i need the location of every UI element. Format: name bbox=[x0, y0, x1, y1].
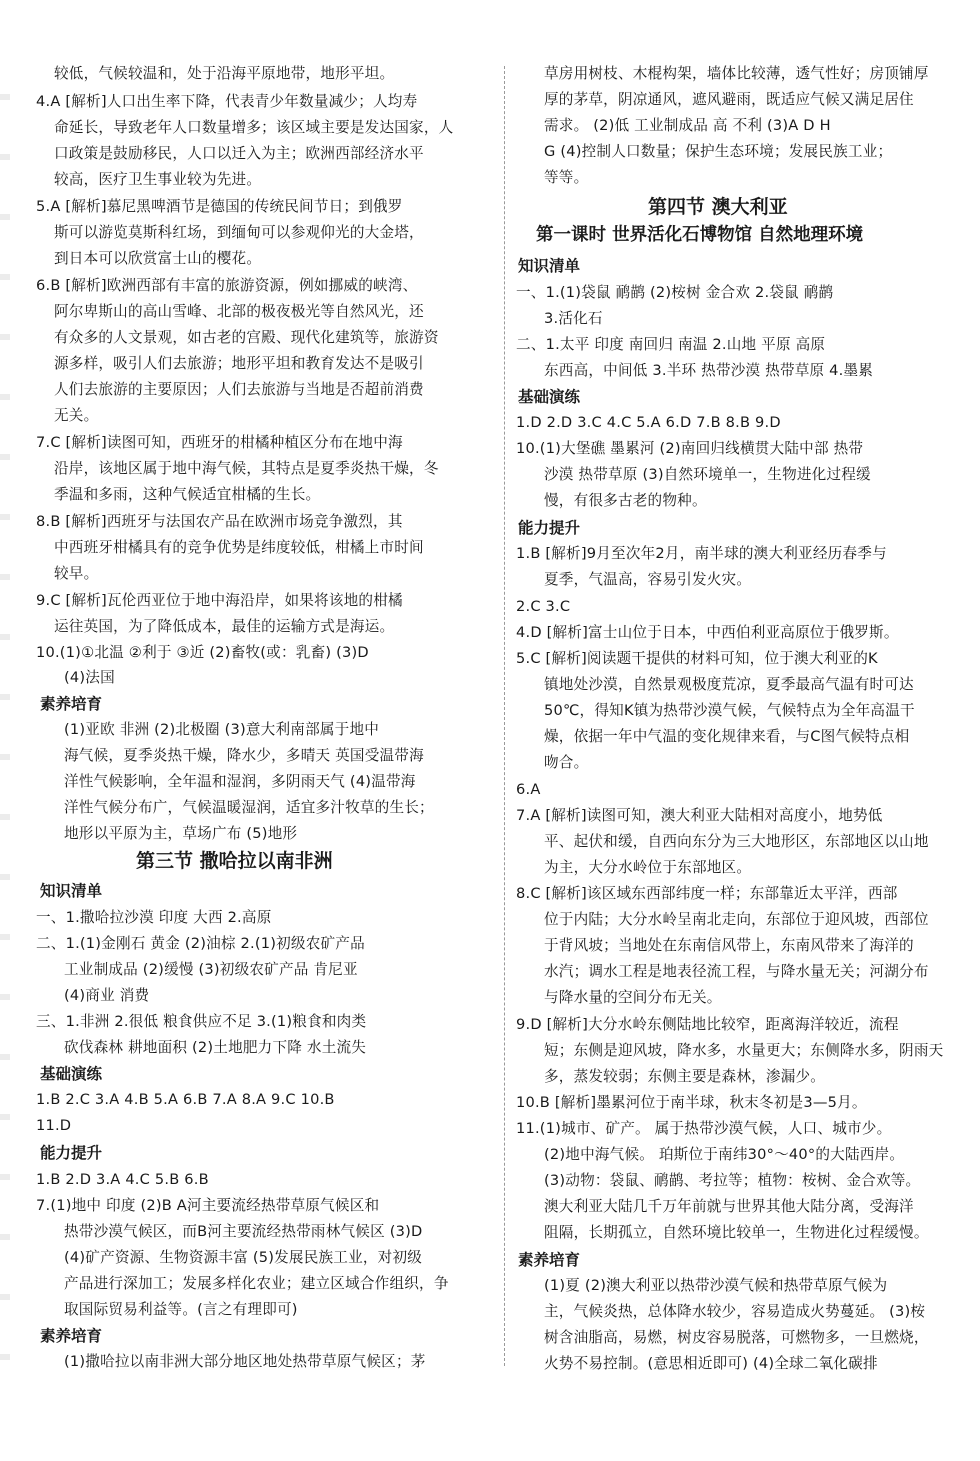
text-line: 源多样，吸引人们去旅游；地形平坦和教育发达不是吸引 bbox=[54, 355, 424, 372]
section-heading: 能力提升 bbox=[518, 519, 581, 537]
text-line: 厚的茅草，阴凉通风，遮风避雨，既适应气候又满足居住 bbox=[544, 91, 914, 108]
section-heading: 基础演练 bbox=[40, 1065, 103, 1083]
text-line: 洋性气候分布广，气候温暖湿润，适宜多汁牧草的生长； bbox=[64, 799, 434, 816]
answer-line: 6.A bbox=[516, 781, 541, 798]
text-line: 二、1.(1)金刚石 黄金 (2)油棕 2.(1)初级农矿产品 bbox=[36, 935, 365, 952]
text-line: 较早。 bbox=[54, 565, 99, 582]
text-line: 水汽；调水工程是地表径流工程，与降水量无关；河湖分布 bbox=[544, 963, 929, 980]
scan-edge-artifact bbox=[0, 66, 10, 1396]
text-line: (4)矿产资源、生物资源丰富 (5)发展民族工业，对初级 bbox=[64, 1249, 423, 1266]
text-line: 海气候，夏季炎热干燥，降水少，多晴天 英国受温带海 bbox=[64, 747, 424, 764]
section-heading: 基础演练 bbox=[518, 388, 581, 406]
text-line: 位于内陆；大分水岭呈南北走向，东部位于迎风坡，西部位 bbox=[544, 911, 929, 928]
text-line: 二、1.太平 印度 南回归 南温 2.山地 平原 高原 bbox=[516, 336, 826, 353]
answer-line: 6.B [解析]欧洲西部有丰富的旅游资源，例如挪威的峡湾、 bbox=[36, 277, 418, 294]
text-line: 斯可以游览莫斯科红场，到缅甸可以参观仰光的大金塔， bbox=[54, 224, 424, 241]
text-line: (4)商业 消费 bbox=[64, 987, 150, 1004]
text-line: 到日本可以欣赏富士山的樱花。 bbox=[54, 250, 262, 267]
text-line: (1)撒哈拉以南非洲大部分地区地处热带草原气候区；茅 bbox=[64, 1353, 426, 1370]
answer-line: 11.D bbox=[36, 1117, 72, 1134]
section-heading: 能力提升 bbox=[40, 1144, 103, 1162]
text-line: 吻合。 bbox=[544, 754, 589, 771]
text-line: 砍伐森林 耕地面积 (2)土地肥力下降 水土流失 bbox=[64, 1039, 367, 1056]
text-line: 命延长，导致老年人口数量增多；该区域主要是发达国家，人 bbox=[54, 119, 454, 136]
text-line: 3.活化石 bbox=[544, 310, 603, 327]
answer-line: 10.(1)①北温 ②利于 ③近 (2)畜牧(或：乳畜) (3)D bbox=[36, 644, 369, 661]
answer-line: 5.A [解析]慕尼黑啤酒节是德国的传统民间节日；到俄罗 bbox=[36, 198, 403, 215]
answer-line: 2.C 3.C bbox=[516, 598, 571, 615]
answer-line: 9.D [解析]大分水岭东侧陆地比较窄，距离海洋较近，流程 bbox=[516, 1016, 899, 1033]
text-line: 工业制成品 (2)缓慢 (3)初级农矿产品 肯尼亚 bbox=[64, 961, 358, 978]
answer-line: 4.D [解析]富士山位于日本，中西伯利亚高原位于俄罗斯。 bbox=[516, 624, 899, 641]
answer-line: 7.A [解析]读图可知，澳大利亚大陆相对高度小，地势低 bbox=[516, 807, 883, 824]
text-line: 一、1.(1)袋鼠 鸸鹋 (2)桉树 金合欢 2.袋鼠 鸸鹋 bbox=[516, 284, 834, 301]
answer-line: 1.D 2.D 3.C 4.C 5.A 6.D 7.B 8.B 9.D bbox=[516, 414, 781, 431]
text-line: 洋性气候影响，全年温和湿润，多阴雨天气 (4)温带海 bbox=[64, 773, 416, 790]
lesson-title: 第一课时 世界活化石博物馆 自然地理环境 bbox=[536, 225, 864, 245]
answer-line: 1.B 2.C 3.A 4.B 5.A 6.B 7.A 8.A 9.C 10.B bbox=[36, 1091, 335, 1108]
section-heading: 素养培育 bbox=[518, 1251, 581, 1269]
text-line: 运往英国，为了降低成本，最佳的运输方式是海运。 bbox=[54, 618, 395, 635]
text-line: 取国际贸易利益等。(言之有理即可) bbox=[64, 1301, 298, 1318]
text-line: 草房用树枝、木棍构架，墙体比较薄，透气性好；房顶铺厚 bbox=[544, 65, 929, 82]
answer-line: 8.C [解析]该区域东西部纬度一样；东部靠近太平洋，西部 bbox=[516, 885, 898, 902]
text-line: 较低，气候较温和，处于沿海平原地带，地形平坦。 bbox=[54, 65, 395, 82]
text-line: 无关。 bbox=[54, 407, 99, 424]
text-line: 中西班牙柑橘具有的竞争优势是纬度较低，柑橘上市时间 bbox=[54, 539, 424, 556]
text-line: 季温和多雨，这种气候适宜柑橘的生长。 bbox=[54, 486, 321, 503]
answer-line: 5.C [解析]阅读题干提供的材料可知，位于澳大利亚的K bbox=[516, 650, 878, 667]
text-line: 澳大利亚大陆几千万年前就与世界其他大陆分离，受海洋 bbox=[544, 1198, 914, 1215]
answer-line: 1.B 2.D 3.A 4.C 5.B 6.B bbox=[36, 1171, 209, 1188]
text-line: 需求。 (2)低 工业制成品 高 不利 (3)A D H bbox=[544, 117, 831, 134]
chapter-title: 第四节 澳大利亚 bbox=[648, 196, 788, 218]
text-line: 较高，医疗卫生事业较为先进。 bbox=[54, 171, 262, 188]
text-line: 人们去旅游的主要原因；人们去旅游与当地是否超前消费 bbox=[54, 381, 424, 398]
answer-line: 1.B [解析]9月至次年2月，南半球的澳大利亚经历春季与 bbox=[516, 545, 887, 562]
text-line: 沿岸，该地区属于地中海气候，其特点是夏季炎热干燥，冬 bbox=[54, 460, 439, 477]
text-line: (4)法国 bbox=[64, 669, 115, 686]
text-line: (1)夏 (2)澳大利亚以热带沙漠气候和热带草原气候为 bbox=[544, 1277, 888, 1294]
text-line: 燥，依据一年中气温的变化规律来看，与C图气候特点相 bbox=[544, 728, 910, 745]
text-line: 50℃，得知K镇为热带沙漠气候，气候特点为全年高温干 bbox=[544, 702, 915, 719]
text-line: 阿尔卑斯山的高山雪峰、北部的极夜极光等自然风光，还 bbox=[54, 303, 424, 320]
answer-line: 8.B [解析]西班牙与法国农产品在欧洲市场竞争激烈，其 bbox=[36, 513, 403, 530]
section-heading: 素养培育 bbox=[40, 695, 103, 713]
text-line: (2)地中海气候。 珀斯位于南纬30°～40°的大陆西岸。 bbox=[544, 1146, 905, 1163]
text-line: 为主，大分水岭位于东部地区。 bbox=[544, 859, 752, 876]
text-line: (3)动物：袋鼠、鸸鹋、考拉等；植物：桉树、金合欢等。 bbox=[544, 1172, 921, 1189]
text-line: 三、1.非洲 2.很低 粮食供应不足 3.(1)粮食和肉类 bbox=[36, 1013, 367, 1030]
text-line: 一、1.撒哈拉沙漠 印度 大西 2.高原 bbox=[36, 909, 272, 926]
answer-line: 10.(1)大堡礁 墨累河 (2)南回归线横贯大陆中部 热带 bbox=[516, 440, 864, 457]
text-line: 短；东侧是迎风坡，降水多，水量更大；东侧降水多，阴雨天 bbox=[544, 1042, 944, 1059]
text-line: 夏季，气温高，容易引发火灾。 bbox=[544, 571, 752, 588]
column-divider bbox=[504, 66, 505, 1366]
section-heading: 素养培育 bbox=[40, 1327, 103, 1345]
section-heading: 知识清单 bbox=[40, 882, 103, 900]
text-line: 等等。 bbox=[544, 169, 589, 186]
text-line: 地形以平原为主，草场广布 (5)地形 bbox=[64, 825, 298, 842]
text-line: 与降水量的空间分布无关。 bbox=[544, 989, 722, 1006]
text-line: 沙漠 热带草原 (3)自然环境单一，生物进化过程缓 bbox=[544, 466, 871, 483]
text-line: 有众多的人文景观，如古老的宫殿、现代化建筑等，旅游资 bbox=[54, 329, 439, 346]
text-line: 口政策是鼓励移民，人口以迁入为主；欧洲西部经济水平 bbox=[54, 145, 424, 162]
text-line: 主，气候炎热，总体降水较少，容易造成火势蔓延。 (3)桉 bbox=[544, 1303, 926, 1320]
text-line: G (4)控制人口数量；保护生态环境；发展民族工业； bbox=[544, 143, 893, 160]
section-heading: 知识清单 bbox=[518, 257, 581, 275]
chapter-title: 第三节 撒哈拉以南非洲 bbox=[136, 850, 333, 872]
answer-line: 7.(1)地中 印度 (2)B A河主要流经热带草原气候区和 bbox=[36, 1197, 380, 1214]
answer-line: 4.A [解析]人口出生率下降，代表青少年数量减少；人均寿 bbox=[36, 93, 418, 110]
answer-line: 9.C [解析]瓦伦西亚位于地中海沿岸，如果将该地的柑橘 bbox=[36, 592, 403, 609]
text-line: 于背风坡；当地处在东南信风带上，东南风带来了海洋的 bbox=[544, 937, 914, 954]
text-line: (1)亚欧 非洲 (2)北极圈 (3)意大利南部属于地中 bbox=[64, 721, 380, 738]
text-line: 慢，有很多古老的物种。 bbox=[544, 492, 707, 509]
text-line: 树含油脂高，易燃，树皮容易脱落，可燃物多，一旦燃烧， bbox=[544, 1329, 929, 1346]
text-line: 火势不易控制。(意思相近即可) (4)全球二氧化碳排 bbox=[544, 1355, 878, 1372]
text-line: 平、起伏和缓，自西向东分为三大地形区，东部地区以山地 bbox=[544, 833, 929, 850]
text-line: 热带沙漠气候区，而B河主要流经热带雨林气候区 (3)D bbox=[64, 1223, 423, 1240]
text-line: 东西高，中间低 3.半环 热带沙漠 热带草原 4.墨累 bbox=[544, 362, 874, 379]
text-line: 产品进行深加工；发展多样化农业；建立区域合作组织，争 bbox=[64, 1275, 449, 1292]
answer-line: 10.B [解析]墨累河位于南半球，秋末冬初是3—5月。 bbox=[516, 1094, 867, 1111]
text-line: 多，蒸发较弱；东侧主要是森林，渗漏少。 bbox=[544, 1068, 826, 1085]
text-line: 阻隔，长期孤立，自然环境比较单一，生物进化过程缓慢。 bbox=[544, 1224, 929, 1241]
answer-line: 11.(1)城市、矿产。 属于热带沙漠气候，人口、城市少。 bbox=[516, 1120, 892, 1137]
text-line: 镇地处沙漠，自然景观极度荒凉，夏季最高气温有时可达 bbox=[544, 676, 914, 693]
answer-line: 7.C [解析]读图可知，西班牙的柑橘种植区分布在地中海 bbox=[36, 434, 403, 451]
